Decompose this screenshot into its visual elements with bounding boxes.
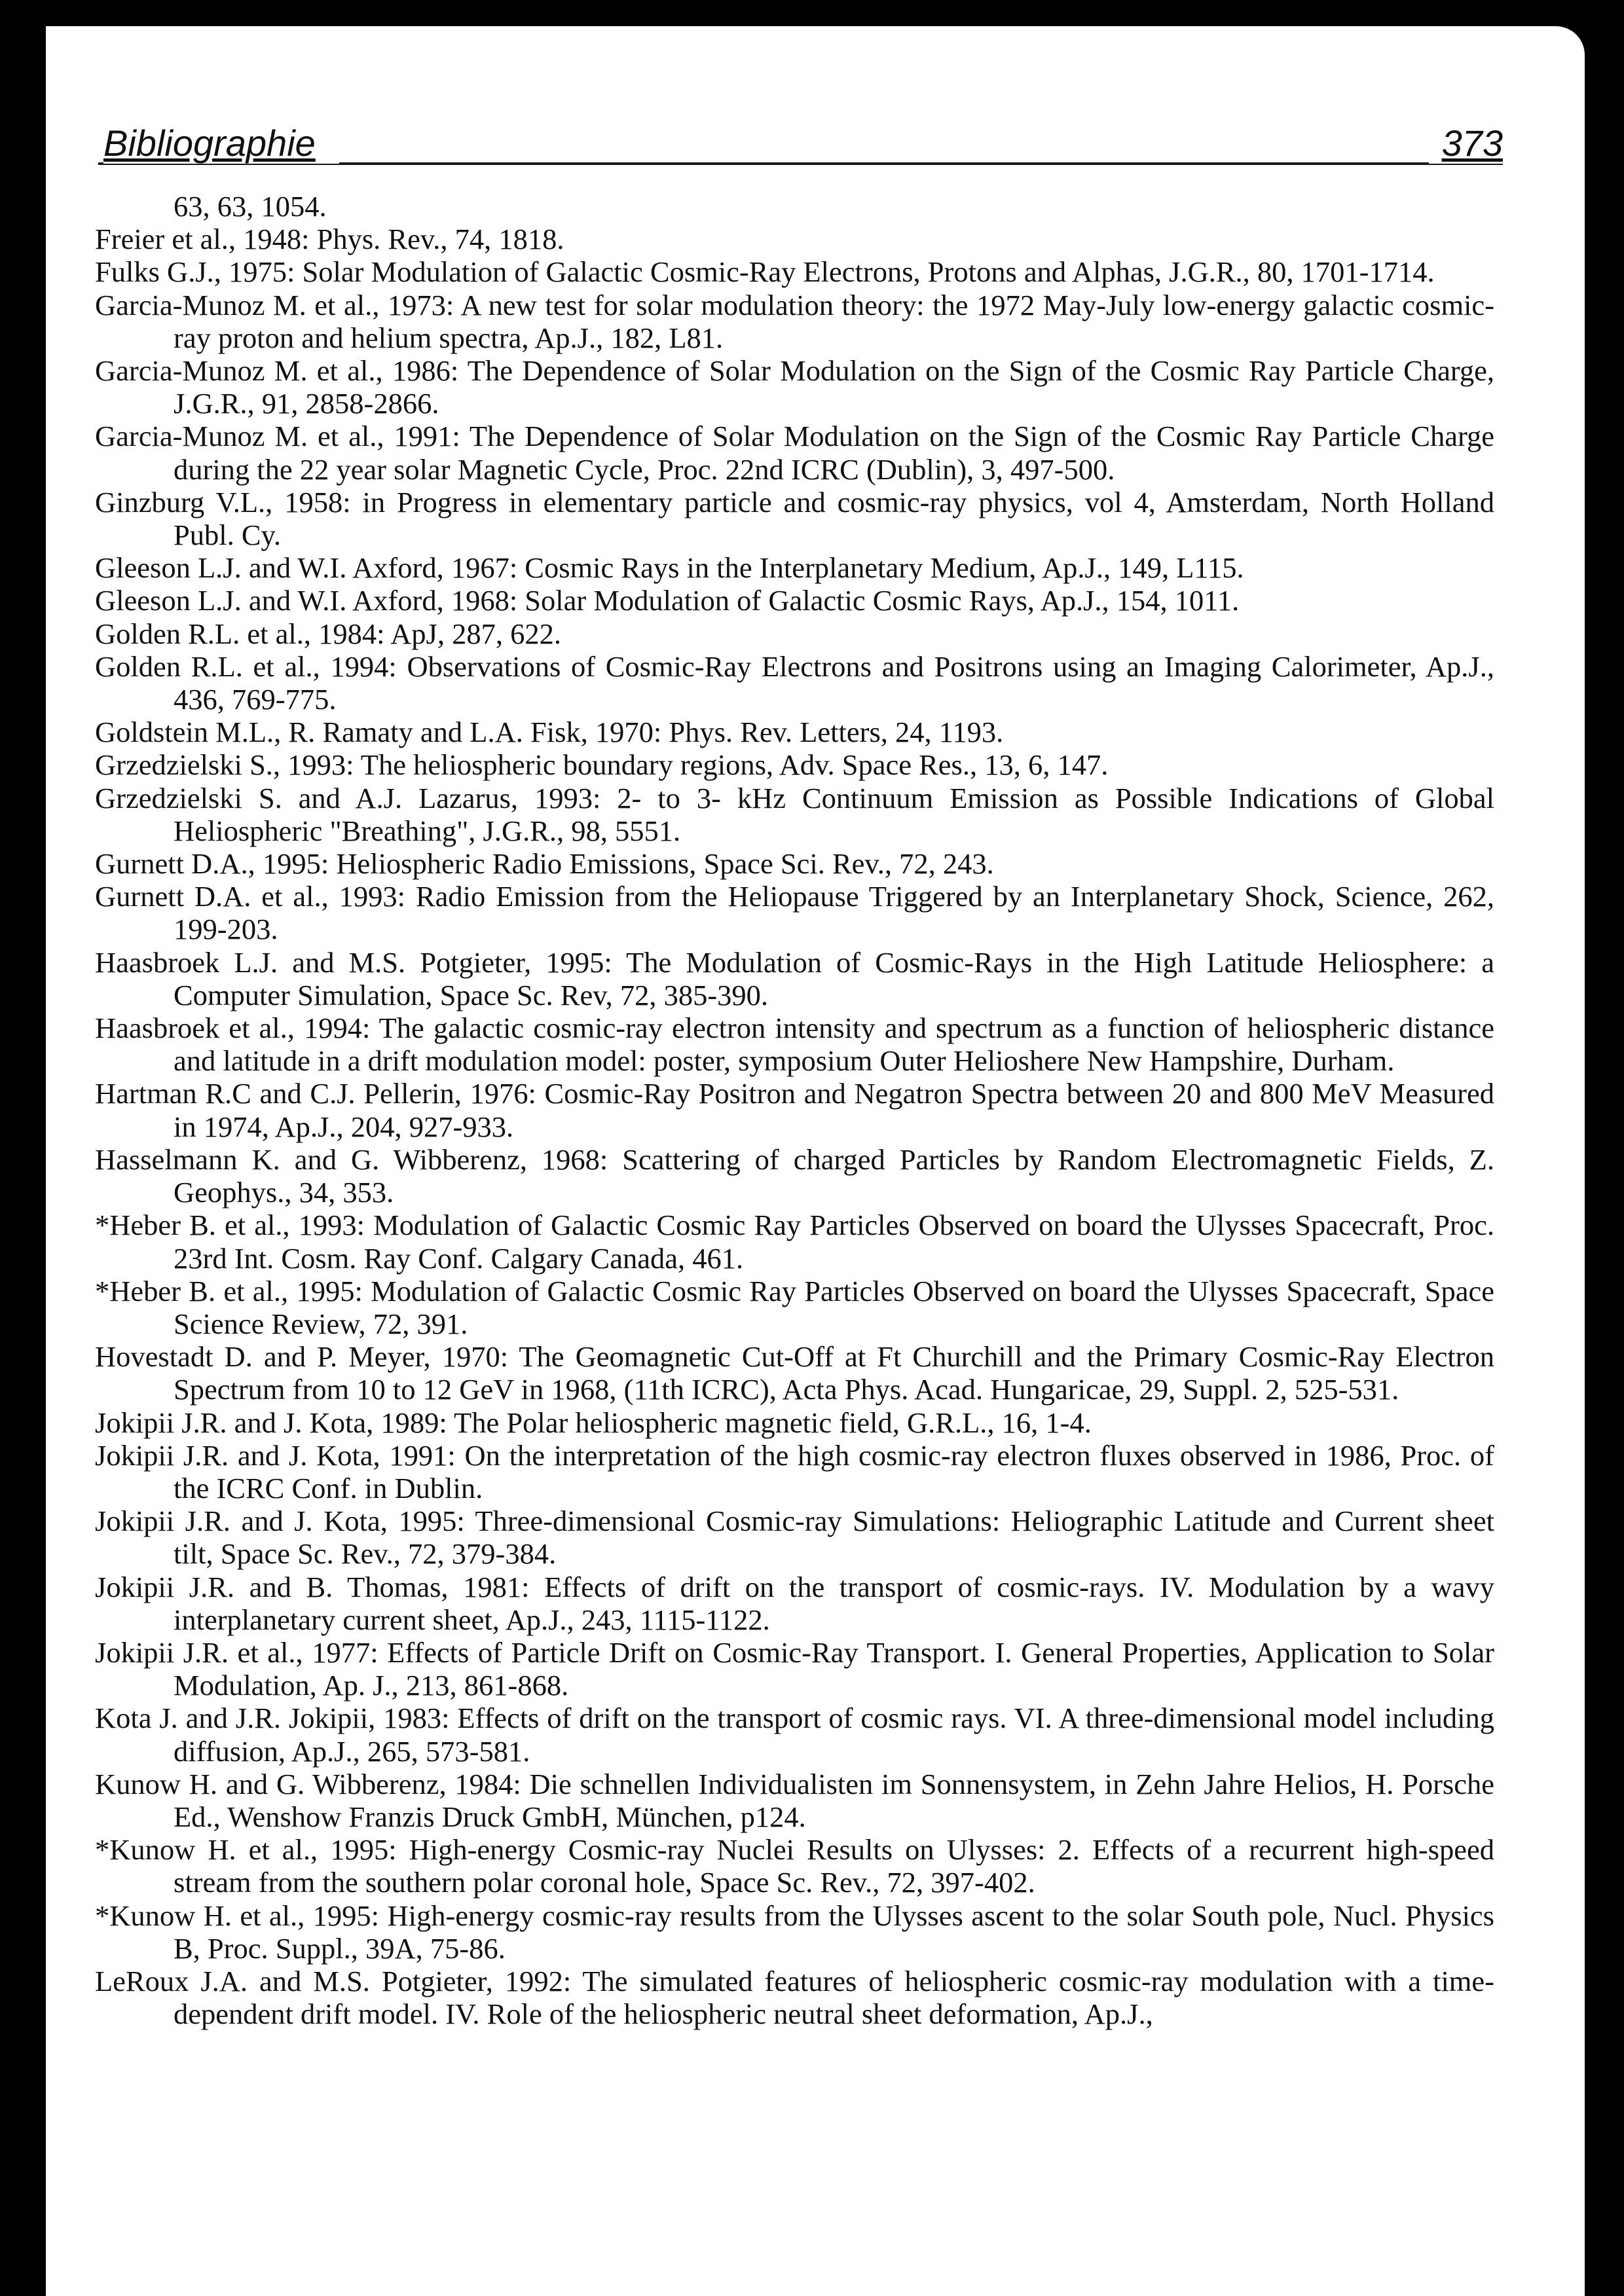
page-number: 373 bbox=[1429, 123, 1503, 164]
reference-entry: Garcia-Munoz M. et al., 1991: The Dependence of Solar Modulation on the Sign of the Cosmic Ray Particle Charge during the 22 year solar Magnetic Cycle, Proc. 22nd ICRC (Dublin), 3, 497-500. bbox=[95, 420, 1494, 486]
reference-entry: Haasbroek et al., 1994: The galactic cosmic-ray electron intensity and spectrum as a function of heliospheric distance and latitude in a drift modulation model: poster, symposium Outer Helioshere New Hampshire, Durham. bbox=[95, 1011, 1494, 1078]
reference-entry: Jokipii J.R. and J. Kota, 1989: The Polar heliospheric magnetic field, G.R.L., 16, 1-4. bbox=[95, 1406, 1092, 1439]
reference-entry: Hartman R.C and C.J. Pellerin, 1976: Cosmic-Ray Positron and Negatron Spectra between 20 and 800 MeV Measured in 1974, Ap.J., 204, 927-933. bbox=[95, 1077, 1494, 1143]
reference-entry: Gurnett D.A. et al., 1993: Radio Emission from the Heliopause Triggered by an Interplanetary Shock, Science, 262, 199-203. bbox=[95, 880, 1494, 946]
reference-entry: Gleeson L.J. and W.I. Axford, 1967: Cosmic Rays in the Interplanetary Medium, Ap.J., 149, L115. bbox=[95, 551, 1244, 585]
reference-entry: Grzedzielski S., 1993: The heliospheric boundary regions, Adv. Space Res., 13, 6, 147. bbox=[95, 748, 1109, 782]
reference-entry: Jokipii J.R. and J. Kota, 1995: Three-dimensional Cosmic-ray Simulations: Heliographic Latitude and Current sheet tilt, Space Sc. Rev., 72, 379-384. bbox=[95, 1504, 1494, 1571]
reference-entry: Hovestadt D. and P. Meyer, 1970: The Geomagnetic Cut-Off at Ft Churchill and the Primary Cosmic-Ray Electron Spectrum from 10 to 12 GeV in 1968, (11th ICRC), Acta Phys. Acad. Hungaricae, 29, Suppl. 2, 525-531. bbox=[95, 1340, 1494, 1406]
reference-entry: Haasbroek L.J. and M.S. Potgieter, 1995: The Modulation of Cosmic-Rays in the High Latitude Heliosphere: a Computer Simulation, Space Sc. Rev, 72, 385-390. bbox=[95, 945, 1494, 1011]
bibliography-list bbox=[95, 190, 1494, 2030]
reference-entry: *Kunow H. et al., 1995: High-energy Cosmic-ray Nuclei Results on Ulysses: 2. Effects of a recurrent high-speed stream from the southern polar coronal hole, Space Sc. Rev., 72, 397-402. bbox=[95, 1833, 1494, 1899]
reference-entry: Ginzburg V.L., 1958: in Progress in elementary particle and cosmic-ray physics, vol 4, Amsterdam, North Holland Publ. Cy. bbox=[95, 485, 1494, 552]
reference-entry: Gurnett D.A., 1995: Heliospheric Radio Emissions, Space Sci. Rev., 72, 243. bbox=[95, 847, 994, 881]
reference-entry: Jokipii J.R. and J. Kota, 1991: On the interpretation of the high cosmic-ray electron fluxes observed in 1986, Proc. of the ICRC Conf. in Dublin. bbox=[95, 1438, 1494, 1504]
running-header bbox=[98, 110, 1503, 165]
reference-entry: Jokipii J.R. and B. Thomas, 1981: Effects of drift on the transport of cosmic-rays. IV. Modulation by a wavy interplanetary current sheet, Ap.J., 243, 1115-1122. bbox=[95, 1570, 1494, 1636]
running-header-title: Bibliographie bbox=[103, 123, 339, 164]
reference-entry: Kota J. and J.R. Jokipii, 1983: Effects of drift on the transport of cosmic rays. VI. A three-dimensional model including diffusion, Ap.J., 265, 573-581. bbox=[95, 1702, 1494, 1768]
reference-entry: Goldstein M.L., R. Ramaty and L.A. Fisk, 1970: Phys. Rev. Letters, 24, 1193. bbox=[95, 716, 1004, 749]
reference-entry: Freier et al., 1948: Phys. Rev., 74, 1818. bbox=[95, 223, 564, 256]
reference-entry: Golden R.L. et al., 1994: Observations of Cosmic-Ray Electrons and Positrons using an Imaging Calorimeter, Ap.J., 436, 769-775. bbox=[95, 649, 1494, 716]
reference-entry: Jokipii J.R. et al., 1977: Effects of Particle Drift on Cosmic-Ray Transport. I. General Properties, Application to Solar Modulation, Ap. J., 213, 861-868. bbox=[95, 1635, 1494, 1702]
reference-entry: *Heber B. et al., 1993: Modulation of Galactic Cosmic Ray Particles Observed on board the Ulysses Spacecraft, Proc. 23rd Int. Cosm. Ray Conf. Calgary Canada, 461. bbox=[95, 1209, 1494, 1275]
reference-entry: *Kunow H. et al., 1995: High-energy cosmic-ray results from the Ulysses ascent to the solar South pole, Nucl. Physics B, Proc. Suppl., 39A, 75-86. bbox=[95, 1899, 1494, 1965]
reference-entry: Kunow H. and G. Wibberenz, 1984: Die schnellen Individualisten im Sonnensystem, in Zehn Jahre Helios, H. Porsche Ed., Wenshow Franzis Druck GmbH, München, p124. bbox=[95, 1767, 1494, 1833]
reference-entry: Garcia-Munoz M. et al., 1986: The Dependence of Solar Modulation on the Sign of the Cosmic Ray Particle Charge, J.G.R., 91, 2858-2866. bbox=[95, 354, 1494, 420]
reference-entry: Grzedzielski S. and A.J. Lazarus, 1993: 2- to 3- kHz Continuum Emission as Possible Indications of Global Heliospheric "Breathing", J.G.R., 98, 5551. bbox=[95, 781, 1494, 847]
reference-entry: Gleeson L.J. and W.I. Axford, 1968: Solar Modulation of Galactic Cosmic Rays, Ap.J., 154, 1011. bbox=[95, 584, 1240, 617]
reference-entry: Garcia-Munoz M. et al., 1973: A new test for solar modulation theory: the 1972 May-July low-energy galactic cosmic-ray proton and helium spectra, Ap.J., 182, L81. bbox=[95, 288, 1494, 354]
reference-entry: Fulks G.J., 1975: Solar Modulation of Galactic Cosmic-Ray Electrons, Protons and Alphas, J.G.R., 80, 1701-1714. bbox=[95, 255, 1435, 289]
reference-entry: *Heber B. et al., 1995: Modulation of Galactic Cosmic Ray Particles Observed on board the Ulysses Spacecraft, Space Science Review, 72, 391. bbox=[95, 1274, 1494, 1340]
reference-entry: Hasselmann K. and G. Wibberenz, 1968: Scattering of charged Particles by Random Electromagnetic Fields, Z. Geophys., 34, 353. bbox=[95, 1142, 1494, 1209]
reference-entry: LeRoux J.A. and M.S. Potgieter, 1992: The simulated features of heliospheric cosmic-ray modulation with a time-dependent drift model. IV. Role of the heliospheric neutral sheet deformation, Ap.J., bbox=[95, 1964, 1494, 2031]
reference-continuation: 63, 63, 1054. bbox=[174, 190, 327, 223]
reference-entry: Golden R.L. et al., 1984: ApJ, 287, 622. bbox=[95, 617, 561, 650]
